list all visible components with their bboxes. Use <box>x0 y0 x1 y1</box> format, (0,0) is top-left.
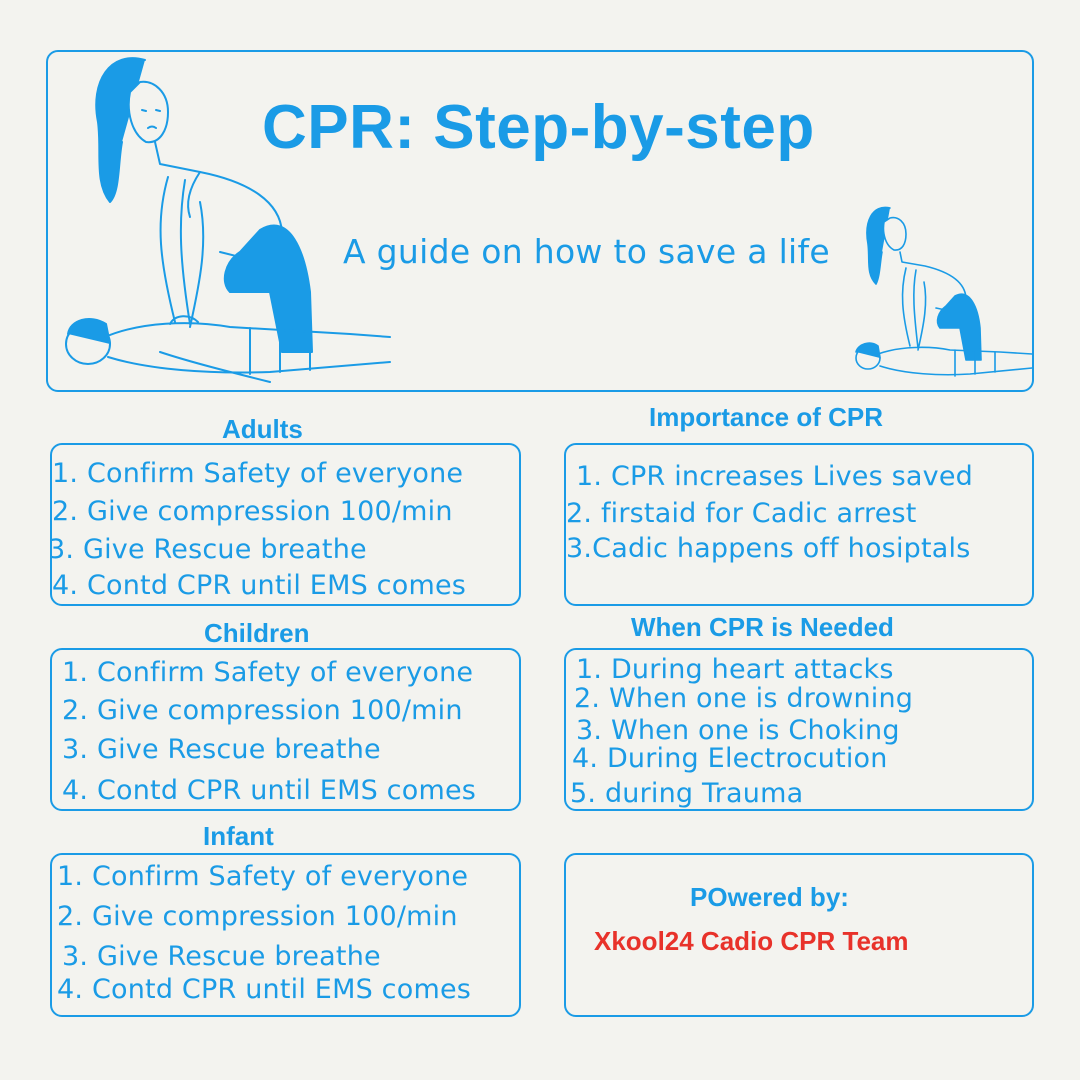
page-subtitle: A guide on how to save a life <box>343 232 831 271</box>
infant-step-2: 2. Give compression 100/min <box>57 901 458 932</box>
adults-heading: Adults <box>222 414 303 444</box>
when-needed-item-5: 5. during Trauma <box>570 778 804 809</box>
children-step-3: 3. Give Rescue breathe <box>62 734 381 765</box>
infant-step-4: 4. Contd CPR until EMS comes <box>57 974 472 1005</box>
when-needed-item-4: 4. During Electrocution <box>572 743 888 774</box>
adults-step-4: 4. Contd CPR until EMS comes <box>52 570 467 601</box>
infant-step-1: 1. Confirm Safety of everyone <box>57 861 469 892</box>
children-step-4: 4. Contd CPR until EMS comes <box>62 775 477 806</box>
children-step-2: 2. Give compression 100/min <box>62 695 463 726</box>
cpr-illustration-small <box>850 200 1034 390</box>
when-needed-item-3: 3. When one is Choking <box>576 715 900 746</box>
team-name: Xkool24 Cadio CPR Team <box>594 926 909 956</box>
page-title: CPR: Step-by-step <box>262 93 815 162</box>
infant-heading: Infant <box>203 821 274 851</box>
importance-item-2: 2. firstaid for Cadic arrest <box>566 498 917 529</box>
powered-by-label: POwered by: <box>690 882 849 912</box>
when-needed-heading: When CPR is Needed <box>631 612 894 642</box>
importance-item-1: 1. CPR increases Lives saved <box>576 461 973 492</box>
children-step-1: 1. Confirm Safety of everyone <box>62 657 474 688</box>
importance-heading: Importance of CPR <box>649 402 884 432</box>
importance-item-3: 3.Cadic happens off hosiptals <box>566 533 971 564</box>
adults-step-2: 2. Give compression 100/min <box>52 496 453 527</box>
adults-step-1: 1. Confirm Safety of everyone <box>52 458 464 489</box>
when-needed-item-2: 2. When one is drowning <box>574 683 914 714</box>
when-needed-item-1: 1. During heart attacks <box>576 654 894 685</box>
infant-step-3: 3. Give Rescue breathe <box>62 941 381 972</box>
adults-step-3: 3. Give Rescue breathe <box>48 534 367 565</box>
children-heading: Children <box>204 618 310 648</box>
